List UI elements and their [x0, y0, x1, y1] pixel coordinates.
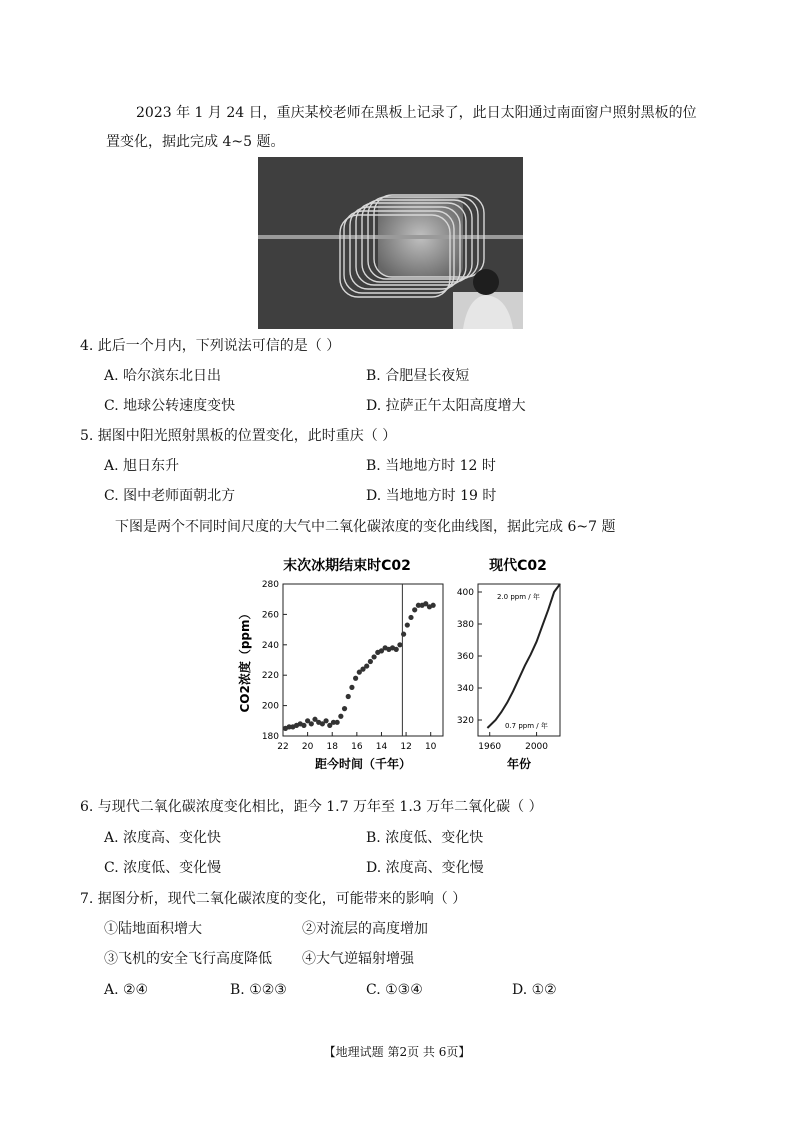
chart2-x-tick-label: 1960 [478, 742, 502, 752]
chart1-title: 末次冰期结束时C02 [283, 558, 411, 574]
chart1-x-tick-label: 12 [400, 742, 412, 752]
chart1-data-point [364, 663, 369, 668]
question-6-stem: 6. 与现代二氧化碳浓度变化相比，距今 1.7 万年至 1.3 万年二氧化碳（ ） [80, 799, 543, 815]
chart1-data-point [335, 720, 340, 725]
q6-option-d: D. 浓度高、变化慢 [366, 860, 484, 876]
page-footer: 【地理试题 第2页 共 6页】 [323, 1045, 471, 1059]
chart2-x-tick-label: 2000 [525, 742, 549, 752]
chart2-frame [478, 584, 560, 736]
chart1-data-point [309, 721, 314, 726]
chart2-y-tick-label: 400 [456, 588, 474, 598]
chart1-y-tick-label: 180 [261, 732, 279, 742]
chart1-y-tick-label: 220 [261, 671, 279, 682]
chart1-data-point [346, 694, 351, 699]
question-4-stem: 4. 此后一个月内，下列说法可信的是（ ） [80, 338, 341, 354]
blackboard-photo [258, 157, 523, 329]
q4-option-c: C. 地球公转速度变快 [104, 398, 236, 414]
question-7-stem: 7. 据图分析，现代二氧化碳浓度的变化，可能带来的影响（ ） [80, 891, 467, 907]
chart1-data-point [401, 632, 406, 637]
chart1-y-tick-label: 240 [261, 640, 279, 651]
chart2-y-tick-label: 360 [456, 652, 474, 662]
q7-statement-3: ③飞机的安全飞行高度降低 [104, 951, 272, 967]
chart1-data-point [353, 676, 358, 681]
q6-option-b: B. 浓度低、变化快 [366, 830, 484, 846]
q4-option-b: B. 合肥昼长夜短 [366, 368, 470, 384]
q5-option-b: B. 当地地方时 12 时 [366, 458, 496, 474]
co2-charts [235, 552, 570, 777]
chart1-y-tick-label: 280 [261, 580, 279, 590]
chart1-x-tick-label: 18 [326, 742, 338, 752]
q7-option-a: A. ②④ [104, 982, 149, 998]
chart2-y-tick-label: 320 [456, 716, 474, 726]
chart1-y-tick-label: 200 [261, 701, 279, 712]
intro-paragraph-line1: 2023 年 1 月 24 日，重庆某校老师在黑板上记录了，此日太阳通过南面窗户照射黑板的位 [136, 105, 697, 121]
chart1-y-tick-label: 260 [261, 610, 279, 621]
chart2-y-tick-label: 380 [456, 620, 474, 630]
intro-chart-paragraph: 下图是两个不同时间尺度的大气中二氧化碳浓度的变化曲线图，据此完成 6~7 题 [115, 519, 616, 535]
chart1-x-tick-label: 10 [424, 742, 437, 752]
q7-option-c: C. ①③④ [366, 982, 423, 998]
chart2-x-axis-label: 年份 [506, 757, 532, 771]
chart1-data-point [394, 647, 399, 652]
chart1-data-point [368, 659, 373, 664]
chart2-annotation-bottom: 0.7 ppm / 年 [505, 722, 548, 730]
chart2-series-line [487, 584, 560, 728]
chart1-x-axis-label: 距今时间（千年） [314, 757, 412, 771]
chart1-data-point [338, 714, 343, 719]
chart2-y-tick-label: 340 [456, 684, 474, 694]
intro-paragraph-line2: 置变化，据此完成 4~5 题。 [106, 134, 285, 150]
q7-statement-1: ①陆地面积增大 [104, 921, 202, 937]
chart1-data-point [371, 654, 376, 659]
q5-option-d: D. 当地地方时 19 时 [366, 488, 497, 504]
chart1-x-tick-label: 14 [375, 742, 388, 752]
chart1-data-point [408, 615, 413, 620]
q4-option-d: D. 拉萨正午太阳高度增大 [366, 398, 526, 414]
chart1-x-tick-label: 16 [351, 742, 363, 752]
chart1-data-point [301, 723, 306, 728]
chart1-data-point [349, 685, 354, 690]
q4-option-a: A. 哈尔滨东北日出 [104, 368, 222, 384]
chart1-y-axis-label: CO2浓度（ppm） [238, 607, 252, 713]
chart1-data-point [412, 607, 417, 612]
q5-option-a: A. 旭日东升 [104, 458, 180, 474]
q6-option-c: C. 浓度低、变化慢 [104, 860, 222, 876]
chart1-x-tick-label: 22 [277, 742, 289, 752]
chart1-data-point [397, 642, 402, 647]
q6-option-a: A. 浓度高、变化快 [104, 830, 222, 846]
chart1-data-point [342, 706, 347, 711]
q7-option-b: B. ①②③ [230, 982, 287, 998]
chart1-data-point [323, 718, 328, 723]
q5-option-c: C. 图中老师面朝北方 [104, 488, 236, 504]
q7-statement-4: ④大气逆辐射增强 [302, 951, 414, 967]
chart1-data-point [405, 622, 410, 627]
chart2-annotation-top: 2.0 ppm / 年 [497, 593, 540, 601]
chart1-x-tick-label: 20 [301, 742, 314, 752]
q7-statement-2: ②对流层的高度增加 [302, 921, 428, 937]
chart1-data-point [431, 603, 436, 608]
q7-option-d: D. ①② [512, 982, 557, 998]
question-5-stem: 5. 据图中阳光照射黑板的位置变化，此时重庆（ ） [80, 428, 397, 444]
chart2-title: 现代C02 [489, 558, 547, 574]
